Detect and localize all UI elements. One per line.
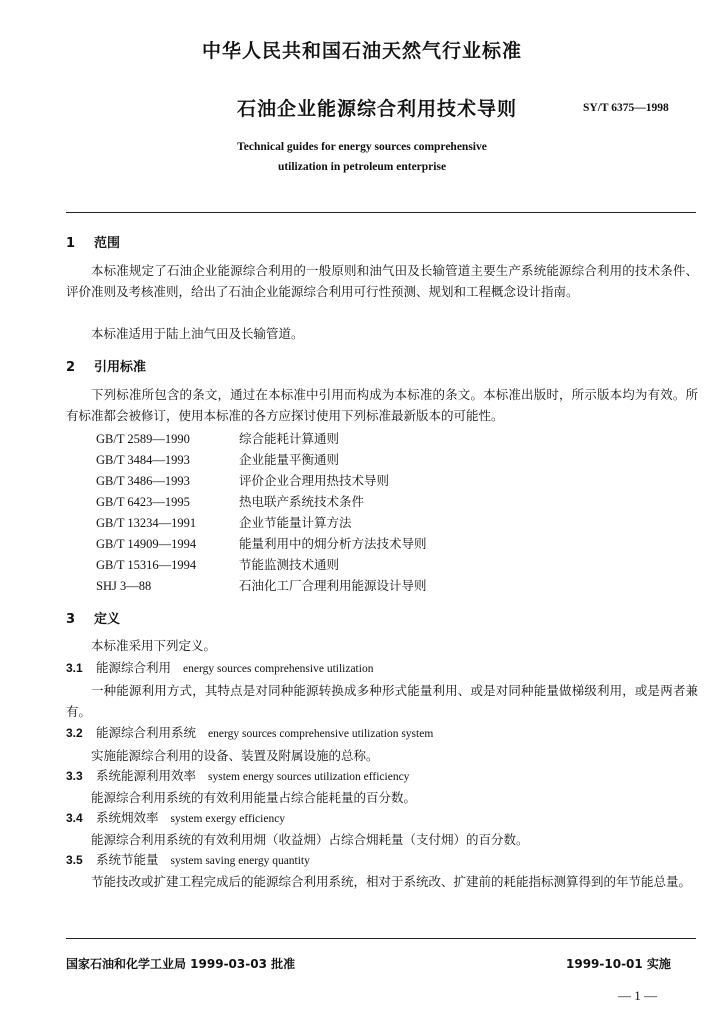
reference-code: GB/T 3484—1993	[96, 453, 190, 467]
section-number: 3	[66, 612, 76, 627]
definition-term	[66, 766, 409, 784]
industry-standard-header: 中华人民共和国石油天然气行业标准	[201, 40, 522, 62]
section-2-paragraph-1: 下列标准所包含的条文，通过在本标准中引用而构成为本标准的条文。本标准出版时，所示版本均为有效。所有标准都会被修订，使用本标准的各方应探讨使用下列标准最新版本的可能性。	[66, 387, 698, 423]
definition-text: 节能技改或扩建工程完成后的能源综合利用系统，相对于系统改、扩建前的耗能指标测算得到的年节能总量。	[91, 874, 692, 889]
section-number: 2	[66, 360, 76, 375]
definition-text: 能源综合利用系统的有效利用能量占综合能耗量的百分数。	[91, 790, 417, 805]
english-title-line2: utilization in petroleum enterprise	[277, 161, 447, 173]
section-1-heading	[66, 232, 120, 251]
section-title: 范围	[94, 236, 121, 251]
reference-name: 评价企业合理用热技术导则	[239, 473, 390, 488]
definition-term	[66, 850, 310, 868]
reference-name: 能量利用中的㶲分析方法技术导则	[239, 536, 427, 551]
reference-name: 企业能量平衡通则	[239, 452, 340, 467]
section-2-heading	[66, 356, 146, 375]
implementation-date: 1999-10-01 实施	[566, 957, 671, 971]
reference-name: 企业节能量计算方法	[239, 515, 352, 530]
header-divider	[66, 212, 696, 213]
reference-row	[96, 470, 389, 492]
reference-row	[96, 575, 427, 597]
english-title	[0, 137, 724, 177]
definition-term-en: system saving energy quantity	[170, 855, 310, 867]
reference-row	[96, 533, 427, 555]
definition-text: 实施能源综合利用的设备、装置及附属设施的总称。	[91, 748, 379, 763]
section-1-paragraph-1: 本标准规定了石油企业能源综合利用的一般原则和油气田及长输管道主要生产系统能源综合利用的技术条件、评价准则及考核准则，给出了石油企业能源综合利用可行性预测、规划和工程概念设计指南。	[66, 263, 698, 299]
reference-code: GB/T 14909—1994	[96, 537, 197, 551]
definition-number: 3.1	[66, 661, 83, 675]
english-title-line1: Technical guides for energy sources comprehensive	[237, 141, 487, 153]
definition-term-zh: 能源综合利用系统	[96, 725, 197, 740]
definition-text: 能源综合利用系统的有效利用㶲（收益㶲）占综合㶲耗量（支付㶲）的百分数。	[91, 832, 529, 847]
section-3-heading	[66, 608, 120, 627]
definition-term-en: energy sources comprehensive utilization system	[208, 728, 434, 740]
reference-row	[96, 512, 352, 534]
approval-info: 国家石油和化学工业局 1999-03-03 批准	[66, 957, 296, 971]
footer-divider	[66, 938, 696, 939]
definition-term-en: system energy sources utilization efficiency	[208, 771, 410, 783]
definition-text: 一种能源利用方式，其特点是对同种能源转换成多种形式能量利用、或是对同种能量做梯级利用，或是两者兼有。	[66, 683, 698, 719]
reference-row	[96, 491, 364, 513]
definition-number: 3.3	[66, 769, 83, 783]
definition-term	[66, 723, 433, 741]
standard-title: 石油企业能源综合利用技术导则	[237, 98, 518, 120]
definition-term-zh: 系统㶲效率	[96, 810, 159, 825]
reference-name: 节能监测技术通则	[239, 557, 340, 572]
section-title: 引用标准	[94, 360, 147, 375]
section-1-paragraph-2: 本标准适用于陆上油气田及长输管道。	[91, 326, 304, 341]
reference-code: GB/T 15316—1994	[96, 558, 197, 572]
reference-code: GB/T 13234—1991	[96, 516, 197, 530]
reference-code: GB/T 6423—1995	[96, 495, 190, 509]
definition-term-en: system exergy efficiency	[170, 813, 286, 825]
definition-term-zh: 系统能源利用效率	[96, 768, 197, 783]
definition-term	[66, 658, 373, 676]
section-number: 1	[66, 236, 76, 251]
reference-row	[96, 554, 339, 576]
definition-number: 3.4	[66, 811, 83, 825]
section-3-intro: 本标准采用下列定义。	[91, 638, 217, 653]
definition-number: 3.5	[66, 853, 83, 867]
definition-number: 3.2	[66, 726, 83, 740]
definition-term-en: energy sources comprehensive utilization	[183, 663, 374, 675]
reference-name: 综合能耗计算通则	[239, 431, 340, 446]
reference-name: 石油化工厂合理利用能源设计导则	[239, 578, 427, 593]
definition-term-zh: 系统节能量	[96, 852, 159, 867]
reference-code: GB/T 2589—1990	[96, 432, 190, 446]
definition-term	[66, 808, 285, 826]
reference-name: 热电联产系统技术条件	[239, 494, 365, 509]
definition-term-zh: 能源综合利用	[96, 660, 172, 675]
standard-code: SY/T 6375—1998	[583, 102, 669, 114]
reference-code: GB/T 3486—1993	[96, 474, 190, 488]
reference-row	[96, 449, 339, 471]
page-number: — 1 —	[618, 988, 657, 1003]
reference-code: SHJ 3—88	[96, 579, 152, 593]
section-title: 定义	[94, 612, 121, 627]
reference-row	[96, 428, 339, 450]
